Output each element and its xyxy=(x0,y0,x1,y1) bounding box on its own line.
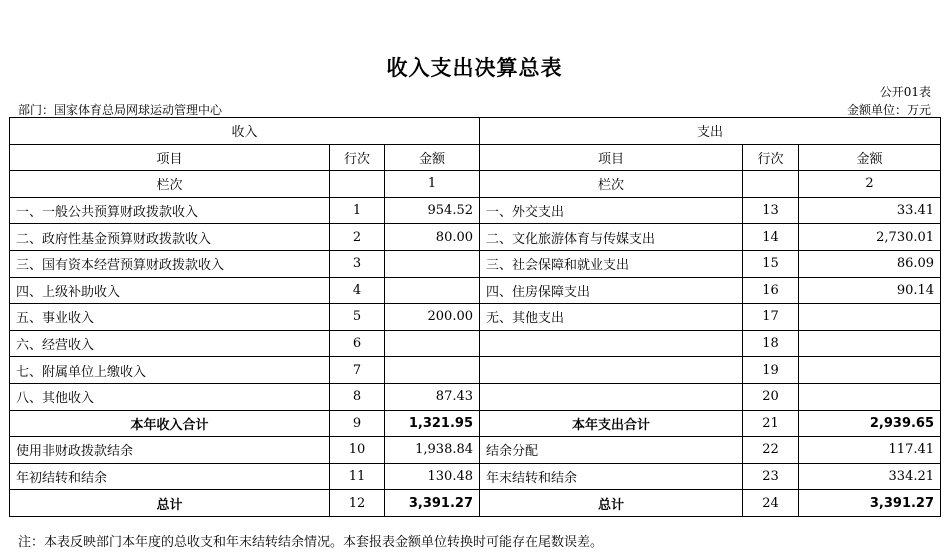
expense-row-no-cell: 17 xyxy=(743,304,799,331)
income-amount-cell: 87.43 xyxy=(385,383,480,410)
income-item-header: 项目 xyxy=(10,144,330,171)
expense-column-blank xyxy=(743,171,799,198)
expense-item-cell xyxy=(480,357,743,384)
income-amount-cell: 1,938.84 xyxy=(385,437,480,464)
page-title: 收入支出决算总表 xyxy=(386,56,563,80)
expense-column-label: 栏次 xyxy=(480,171,743,198)
amount-unit-label: 金额单位：万元 xyxy=(846,103,931,117)
table-row xyxy=(10,250,941,277)
expense-amount-cell: 334.21 xyxy=(799,463,941,490)
expense-amount-cell xyxy=(799,304,941,331)
income-amount-cell: 200.00 xyxy=(385,304,480,331)
expense-row-no-cell: 14 xyxy=(743,224,799,251)
table-row xyxy=(10,330,941,357)
income-item-cell: 八、其他收入 xyxy=(10,383,330,410)
expense-amount-cell: 3,391.27 xyxy=(799,490,941,517)
income-amount-cell: 130.48 xyxy=(385,463,480,490)
table-row xyxy=(10,277,941,304)
income-item-cell: 五、事业收入 xyxy=(10,304,330,331)
income-amount-header: 金额 xyxy=(385,144,480,171)
income-amount-cell: 80.00 xyxy=(385,224,480,251)
income-column-blank xyxy=(330,171,385,198)
income-item-cell: 三、国有资本经营预算财政拨款收入 xyxy=(10,250,330,277)
income-row-no-cell: 5 xyxy=(330,304,385,331)
expense-row-no-cell: 15 xyxy=(743,250,799,277)
expense-item-cell xyxy=(480,383,743,410)
expense-item-cell: 二、文化旅游体育与传媒支出 xyxy=(480,224,743,251)
income-row-no-cell: 3 xyxy=(330,250,385,277)
income-row-no-cell: 9 xyxy=(330,410,385,437)
income-item-cell: 二、政府性基金预算财政拨款收入 xyxy=(10,224,330,251)
income-amount-cell: 3,391.27 xyxy=(385,490,480,517)
income-row-no-cell: 4 xyxy=(330,277,385,304)
table-row xyxy=(10,490,941,517)
income-item-cell: 四、上级补助收入 xyxy=(10,277,330,304)
income-row-no-cell: 8 xyxy=(330,383,385,410)
income-item-cell: 本年收入合计 xyxy=(10,410,330,437)
expense-row-no-cell: 20 xyxy=(743,383,799,410)
income-row-no-cell: 12 xyxy=(330,490,385,517)
column-header-row xyxy=(10,144,941,171)
income-amount-cell: 954.52 xyxy=(385,197,480,224)
table-row xyxy=(10,197,941,224)
expense-row-no-cell: 21 xyxy=(743,410,799,437)
expense-item-cell: 结余分配 xyxy=(480,437,743,464)
expense-row-no-cell: 23 xyxy=(743,463,799,490)
expense-amount-cell: 90.14 xyxy=(799,277,941,304)
department-label: 部门：国家体育总局网球运动管理中心 xyxy=(18,103,223,117)
table-row xyxy=(10,383,941,410)
expense-row-no-cell: 19 xyxy=(743,357,799,384)
income-item-cell: 六、经营收入 xyxy=(10,330,330,357)
table-row xyxy=(10,224,941,251)
table-row xyxy=(10,463,941,490)
income-row-no-cell: 1 xyxy=(330,197,385,224)
income-amount-cell xyxy=(385,250,480,277)
income-item-cell: 七、附属单位上缴收入 xyxy=(10,357,330,384)
income-row-no-cell: 11 xyxy=(330,463,385,490)
expense-row-no-cell: 18 xyxy=(743,330,799,357)
table-row xyxy=(10,357,941,384)
expense-row-no-cell: 16 xyxy=(743,277,799,304)
expense-amount-cell: 2,730.01 xyxy=(799,224,941,251)
expense-item-cell: 一、外交支出 xyxy=(480,197,743,224)
income-column-index: 1 xyxy=(385,171,480,198)
income-item-cell: 使用非财政拨款结余 xyxy=(10,437,330,464)
budget-summary-table xyxy=(9,117,941,517)
income-row-no-header: 行次 xyxy=(330,144,385,171)
footnote: 注：本表反映部门本年度的总收支和年末结转结余情况。本套报表金额单位转换时可能存在尾数误差。 xyxy=(18,535,604,550)
income-column-label: 栏次 xyxy=(10,171,330,198)
expense-column-index: 2 xyxy=(799,171,941,198)
income-amount-cell: 1,321.95 xyxy=(385,410,480,437)
income-row-no-cell: 10 xyxy=(330,437,385,464)
table-row xyxy=(10,437,941,464)
expense-item-cell: 总计 xyxy=(480,490,743,517)
column-index-row xyxy=(10,171,941,198)
expense-item-cell: 三、社会保障和就业支出 xyxy=(480,250,743,277)
expense-header: 支出 xyxy=(480,118,941,145)
income-row-no-cell: 6 xyxy=(330,330,385,357)
expense-amount-cell xyxy=(799,383,941,410)
expense-amount-header: 金额 xyxy=(799,144,941,171)
expense-row-no-cell: 22 xyxy=(743,437,799,464)
expense-item-cell: 年末结转和结余 xyxy=(480,463,743,490)
expense-item-cell: 无、其他支出 xyxy=(480,304,743,331)
expense-item-cell: 本年支出合计 xyxy=(480,410,743,437)
section-header-row xyxy=(10,118,941,145)
table-row xyxy=(10,410,941,437)
expense-row-no-cell: 24 xyxy=(743,490,799,517)
expense-item-cell: 四、住房保障支出 xyxy=(480,277,743,304)
income-amount-cell xyxy=(385,330,480,357)
expense-amount-cell xyxy=(799,330,941,357)
expense-amount-cell xyxy=(799,357,941,384)
expense-row-no-header: 行次 xyxy=(743,144,799,171)
income-item-cell: 一、一般公共预算财政拨款收入 xyxy=(10,197,330,224)
income-item-cell: 总计 xyxy=(10,490,330,517)
form-number: 公开01表 xyxy=(879,85,931,99)
expense-amount-cell: 2,939.65 xyxy=(799,410,941,437)
income-item-cell: 年初结转和结余 xyxy=(10,463,330,490)
income-row-no-cell: 7 xyxy=(330,357,385,384)
expense-amount-cell: 117.41 xyxy=(799,437,941,464)
expense-amount-cell: 33.41 xyxy=(799,197,941,224)
income-header: 收入 xyxy=(10,118,480,145)
income-amount-cell xyxy=(385,277,480,304)
income-amount-cell xyxy=(385,357,480,384)
expense-amount-cell: 86.09 xyxy=(799,250,941,277)
expense-item-cell xyxy=(480,330,743,357)
expense-item-header: 项目 xyxy=(480,144,743,171)
expense-row-no-cell: 13 xyxy=(743,197,799,224)
table-row xyxy=(10,304,941,331)
income-row-no-cell: 2 xyxy=(330,224,385,251)
